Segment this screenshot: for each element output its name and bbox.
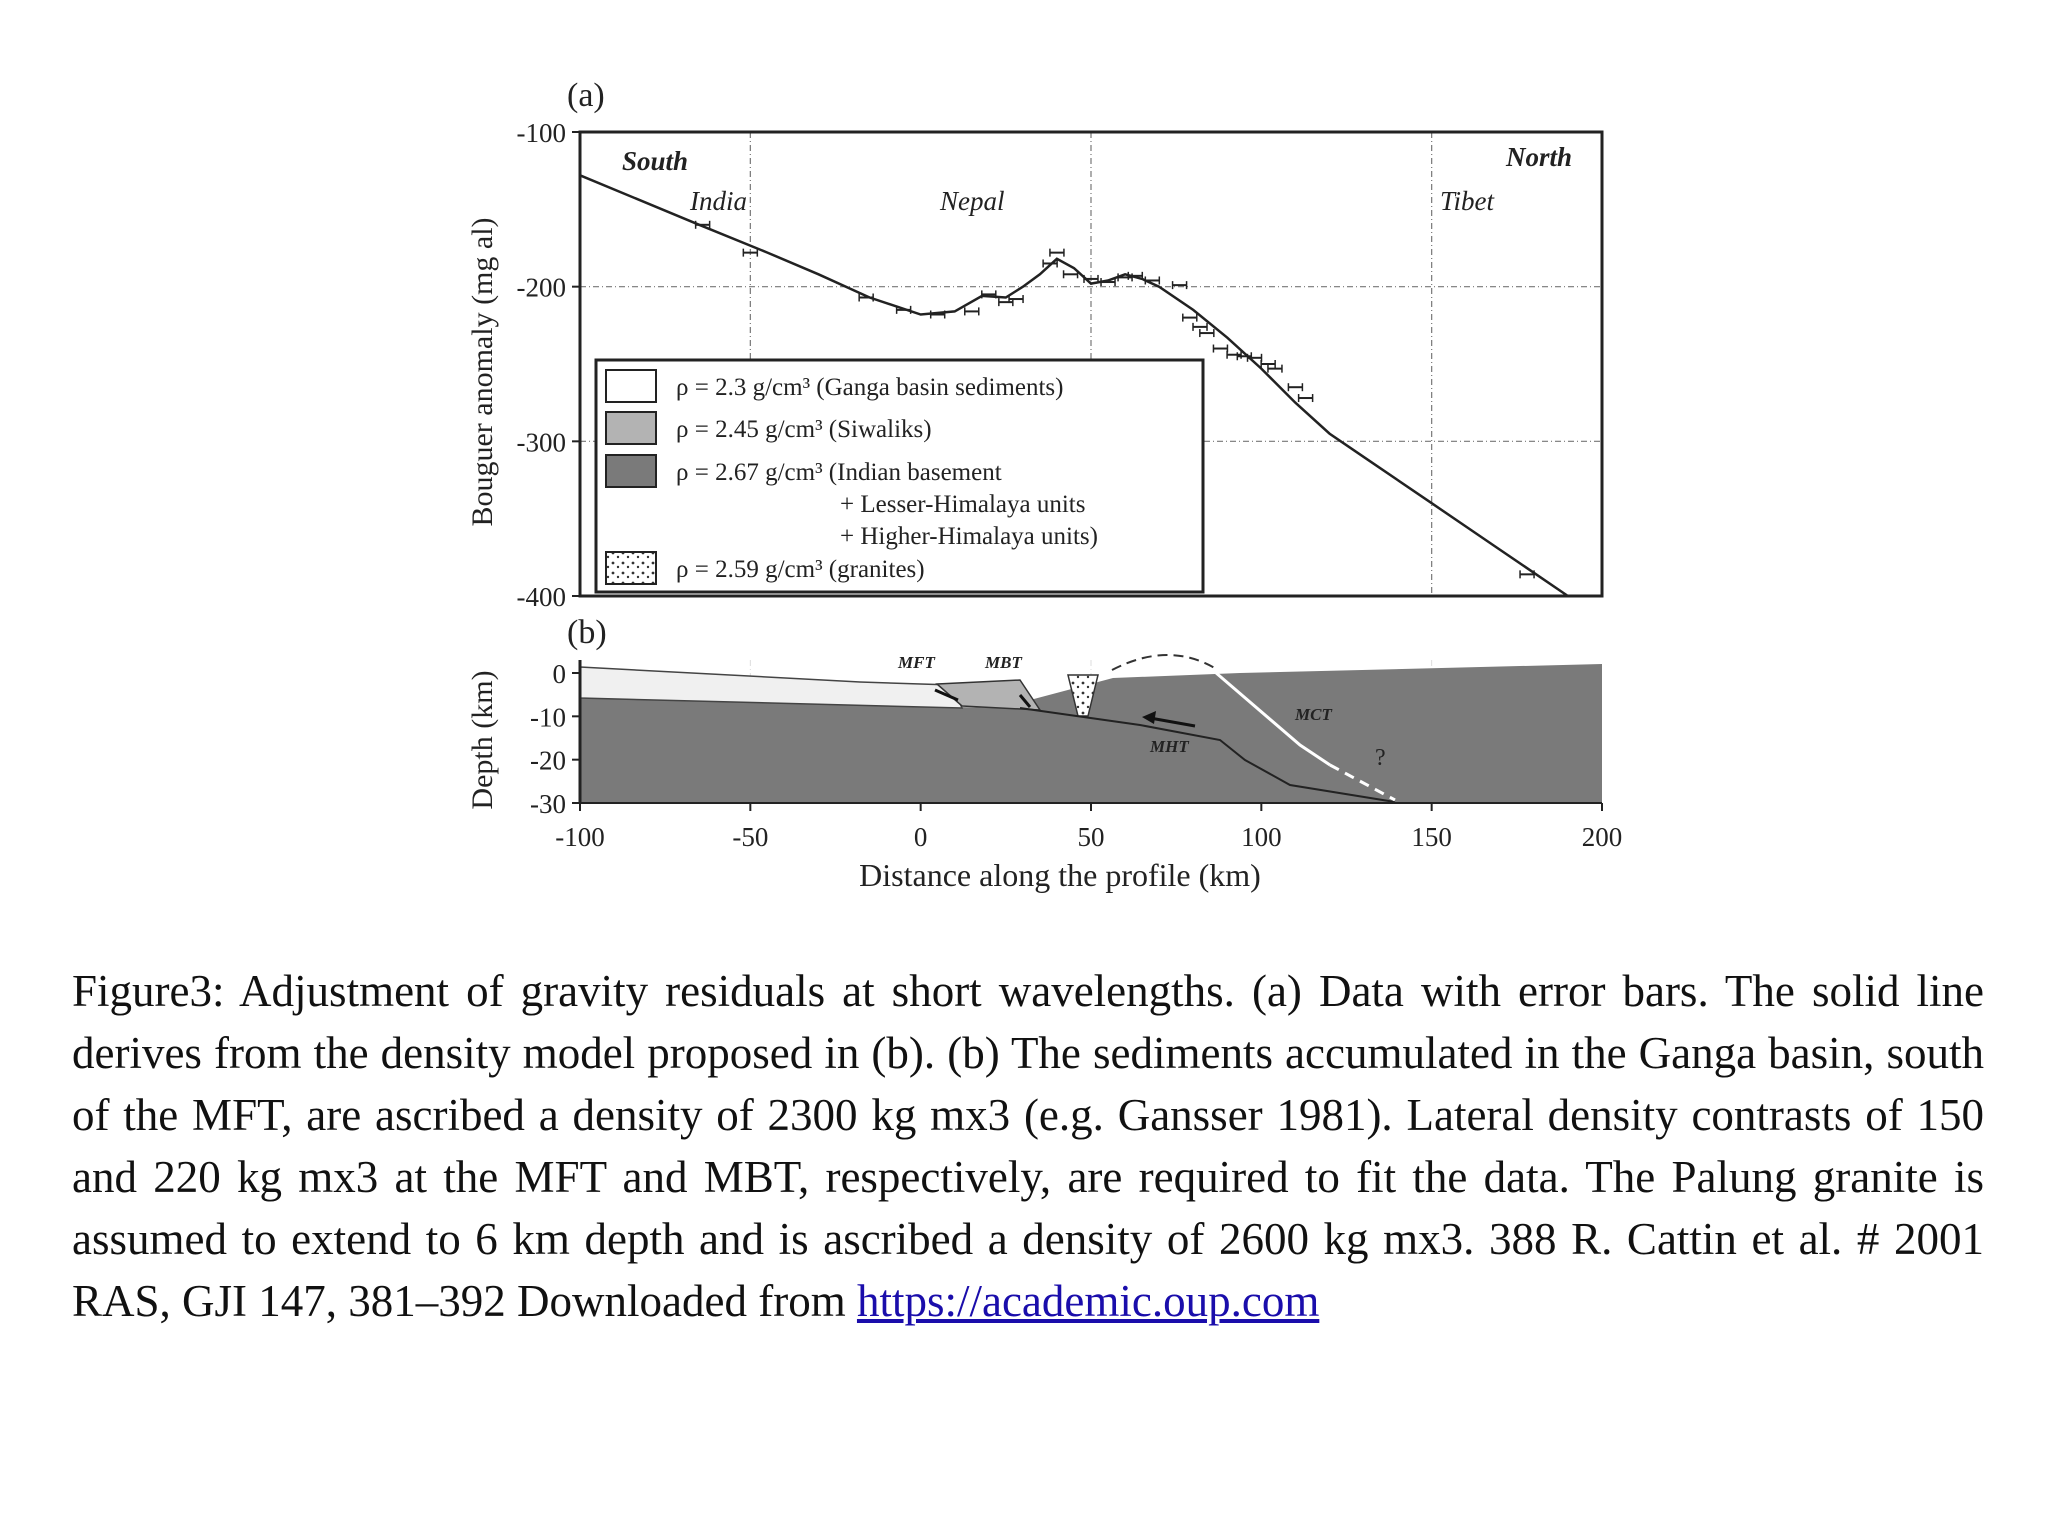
label-nepal: Nepal	[940, 186, 1005, 216]
label-mbt: MBT	[985, 653, 1022, 672]
label-question: ?	[1375, 745, 1386, 771]
legend	[596, 360, 1203, 592]
legend-entry: ρ = 2.45 g/cm³ (Siwaliks)	[676, 416, 932, 443]
legend-entry: ρ = 2.67 g/cm³ (Indian basement	[676, 459, 1002, 486]
legend-swatch-siwaliks	[606, 412, 656, 444]
cross-section	[580, 653, 1602, 803]
x-tick-label: 150	[1411, 822, 1452, 852]
panel-a-y-ticks	[517, 118, 581, 612]
legend-swatch-sediments	[606, 370, 656, 402]
panel-b-x-ticks	[555, 803, 1622, 852]
label-mct: MCT	[1295, 705, 1332, 724]
y-tick-label: -30	[530, 789, 566, 819]
panel-b-y-ticks	[530, 659, 580, 819]
legend-swatch-basement	[606, 455, 656, 487]
source-link[interactable]: https://academic.oup.com	[856, 1276, 1320, 1326]
label-mft: MFT	[898, 653, 935, 672]
x-tick-label: 0	[913, 822, 928, 852]
y-tick-label: -100	[516, 118, 566, 148]
caption-text: Figure3: Adjustment of gravity residuals at short wavelengths. (a) Data with error bars. The solid line derives from the density model proposed in (b). (b) The sediments accumulated in the Ganga basin, south of the MFT, are ascribed a density of 2300 kg mx3 (e.g. Gansser 1981). Lateral density contrasts of 150 and 220 kg mx3 at the MFT and MBT, respectively, are required to fit the data. The Palung granite is assumed to extend to 6 km depth and is ascribed a density of 2600 kg mx3. 388 R. Cattin et al. # 2001 RAS, GJI 147, 381–392 Downloaded from	[72, 966, 1984, 1326]
y-tick-label: -300	[516, 427, 566, 458]
eroded-topography	[1112, 655, 1218, 670]
label-south: South	[622, 146, 689, 176]
label-north: North	[1506, 142, 1573, 172]
x-axis-label: Distance along the profile (km)	[859, 857, 1261, 893]
legend-entry: + Higher-Himalaya units)	[840, 523, 1098, 550]
y-tick-label: -400	[516, 582, 566, 612]
x-tick-label: 100	[1241, 822, 1282, 852]
x-tick-label: 50	[1077, 822, 1105, 852]
legend-entry: ρ = 2.59 g/cm³ (granites)	[676, 556, 925, 583]
label-india: India	[690, 186, 747, 216]
x-tick-label: 200	[1581, 822, 1623, 852]
y-tick-label: 0	[552, 659, 566, 689]
legend-swatch-granites	[606, 552, 656, 584]
panel-b-label: (b)	[567, 614, 607, 651]
figure-caption	[72, 960, 1984, 1332]
x-tick-label: -100	[555, 822, 605, 852]
y-tick-label: -10	[530, 702, 566, 733]
legend-entry: + Lesser-Himalaya units	[840, 491, 1086, 518]
panel-a-label: (a)	[567, 77, 605, 114]
label-tibet: Tibet	[1440, 186, 1495, 216]
y-axis-label-a: Bouguer anomaly (mg al)	[466, 217, 499, 527]
y-axis-label-b: Depth (km)	[466, 670, 499, 810]
y-tick-label: -200	[516, 272, 566, 303]
legend-entry: ρ = 2.3 g/cm³ (Ganga basin sediments)	[676, 374, 1064, 401]
x-tick-label: -50	[732, 822, 769, 852]
y-tick-label: -20	[530, 745, 566, 776]
label-mht: MHT	[1150, 737, 1189, 756]
